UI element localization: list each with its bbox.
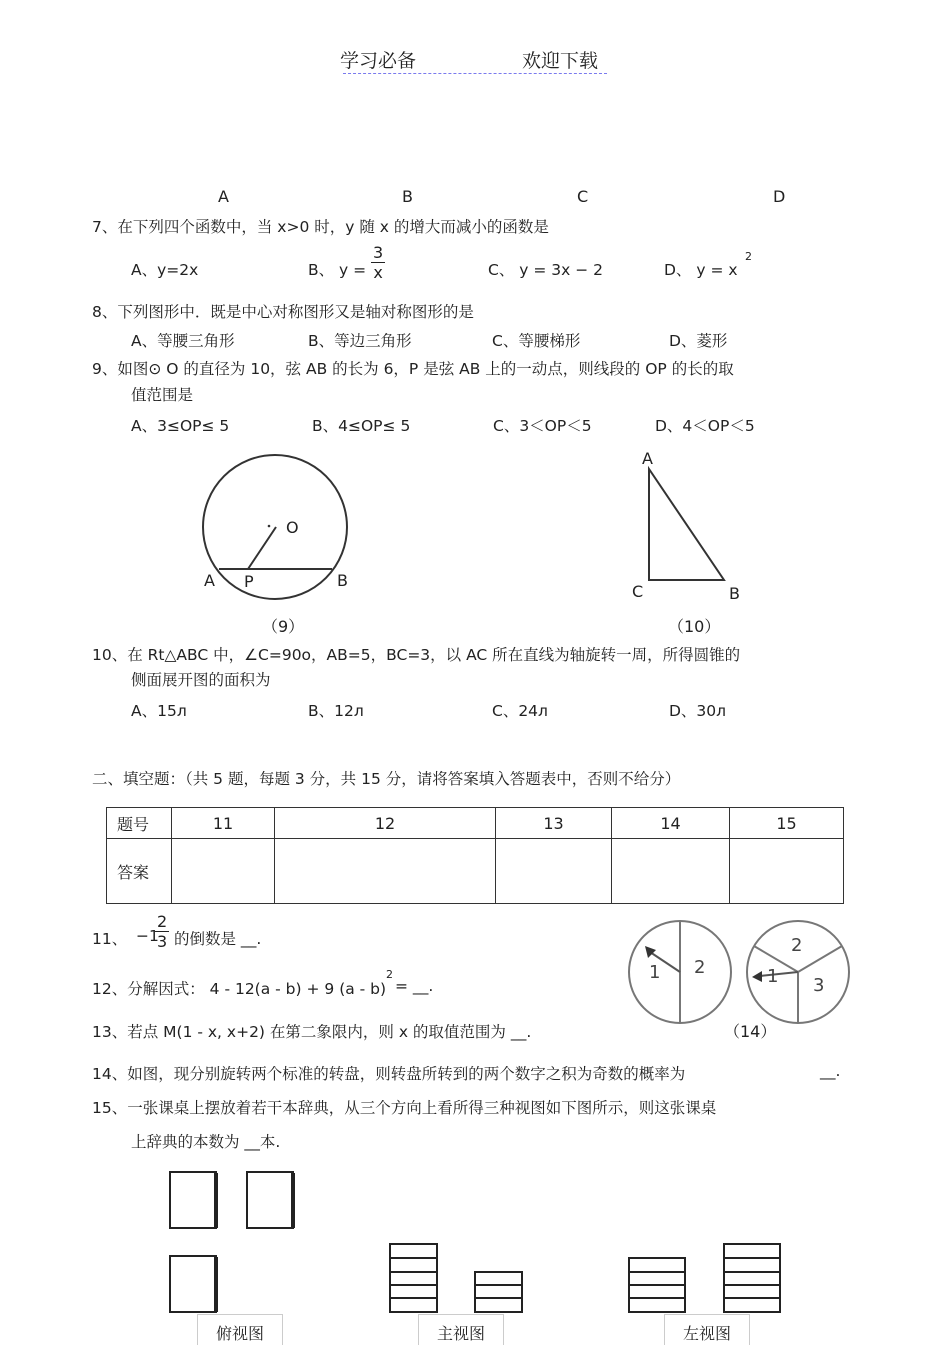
q8-option-a: A、等腰三角形 <box>131 332 235 350</box>
q10-stem-line2: 侧面展开图的面积为 <box>131 671 271 689</box>
q10-option-a: A、15л <box>131 702 187 720</box>
q11-suffix: 的倒数是 __. <box>174 930 262 948</box>
left-view-label: 左视图 <box>664 1314 750 1345</box>
fig10-label-b: B <box>729 584 740 603</box>
spinner1-number-1: 1 <box>649 962 661 983</box>
q8-option-b: B、等边三角形 <box>308 332 412 350</box>
prev-choice-c: C <box>577 187 589 206</box>
answer-table-header-13: 13 <box>496 808 612 839</box>
top-view-books <box>170 1172 293 1312</box>
q13-text: 13、若点 M(1 - x, x+2) 在第二象限内，则 x 的取值范围为 __. <box>92 1023 532 1041</box>
prev-choice-d: D <box>773 187 786 206</box>
q15-line1: 15、一张课桌上摆放着若干本辞典，从三个方向上看所得三种视图如下图所示，则这张课桌 <box>92 1099 717 1117</box>
front-view-stacks <box>390 1244 522 1312</box>
prev-choice-a: A <box>218 187 229 206</box>
answer-table-header-14: 14 <box>612 808 730 839</box>
q9-option-c: C、3＜OP＜5 <box>493 417 592 435</box>
q15-line2: 上辞典的本数为 __本. <box>131 1133 281 1151</box>
q7-stem: 7、在下列四个函数中，当 x>0 时，y 随 x 的增大而减小的函数是 <box>92 218 549 236</box>
fig9-caption: （9） <box>262 617 305 636</box>
fig9-label-o: O <box>286 518 299 537</box>
spinner2-number-1: 1 <box>767 966 779 987</box>
fig10-label-c: C <box>632 582 644 601</box>
top-view-label: 俯视图 <box>197 1314 283 1345</box>
fig10-label-a: A <box>642 449 653 468</box>
answer-table-header-label: 题号 <box>107 808 172 839</box>
q9-option-b: B、4≤OP≤ 5 <box>312 417 411 435</box>
q7-option-c: C、 y = 3x − 2 <box>488 261 604 279</box>
q7-option-d-exponent: 2 <box>745 250 752 263</box>
q7-b-denominator: x <box>371 262 385 282</box>
q8-stem: 8、下列图形中．既是中心对称图形又是轴对称图形的是 <box>92 303 474 321</box>
answer-table-header-11: 11 <box>172 808 275 839</box>
fig10-caption: （10） <box>668 617 721 636</box>
front-view-label: 主视图 <box>418 1314 504 1345</box>
q7-option-b-prefix: B、 y = <box>308 261 367 279</box>
q9-option-d: D、4＜OP＜5 <box>655 417 755 435</box>
fig9-label-a: A <box>204 571 215 590</box>
answer-table-answer-label: 答案 <box>107 839 172 904</box>
spinner2-number-3: 3 <box>813 975 825 996</box>
answer-table-header-12: 12 <box>275 808 496 839</box>
fig9-label-p: P <box>244 572 254 591</box>
q11-numerator: 2 <box>157 912 168 931</box>
q7-option-d: D、 y = x <box>664 261 738 279</box>
q10-option-b: B、12л <box>308 702 364 720</box>
header-right: 欢迎下载 <box>522 50 599 72</box>
header-left: 学习必备 <box>340 50 417 72</box>
q14-blank: __. <box>820 1062 841 1080</box>
answer-table-header-15: 15 <box>730 808 844 839</box>
fig14-caption: （14） <box>724 1022 777 1041</box>
q9-option-a: A、3≤OP≤ 5 <box>131 417 230 435</box>
q9-stem-line2: 值范围是 <box>131 386 194 404</box>
spinner2-number-2: 2 <box>791 935 803 956</box>
q11-whole: −1 <box>136 927 159 945</box>
q10-option-d: D、30л <box>669 702 727 720</box>
spinner1-number-2: 2 <box>694 957 706 978</box>
q12-text: 12、分解因式： 4 - 12(a - b) + 9 (a - b) <box>92 980 387 998</box>
q10-stem-line1: 10、在 Rt△ABC 中，∠C=90o，AB=5，BC=3，以 AC 所在直线为轴旋转一周，所得圆锥的 <box>92 646 741 664</box>
q11-prefix: 11、 <box>92 930 128 948</box>
q7-option-a: A、y=2x <box>131 261 199 279</box>
q14-text: 14、如图，现分别旋转两个标准的转盘，则转盘所转到的两个数字之积为奇数的概率为 <box>92 1065 686 1083</box>
fig9-label-b: B <box>337 571 348 590</box>
q8-option-c: C、等腰梯形 <box>492 332 581 350</box>
prev-choice-b: B <box>402 187 413 206</box>
section2-title: 二、填空题：（共 5 题，每题 3 分，共 15 分，请将答案填入答题表中，否则不给分） <box>92 770 681 788</box>
q10-option-c: C、24л <box>492 702 548 720</box>
left-view-stacks <box>629 1244 780 1312</box>
q12-suffix: = __. <box>395 977 434 995</box>
q7-b-numerator: 3 <box>373 243 384 262</box>
q8-option-d: D、菱形 <box>669 332 728 350</box>
q12-exponent: 2 <box>386 968 393 981</box>
q9-stem-line1: 9、如图⊙ O 的直径为 10，弦 AB 的长为 6，P 是弦 AB 上的一动点，则线段的 OP 的长的取 <box>92 360 734 378</box>
q11-denominator: 3 <box>157 932 168 951</box>
